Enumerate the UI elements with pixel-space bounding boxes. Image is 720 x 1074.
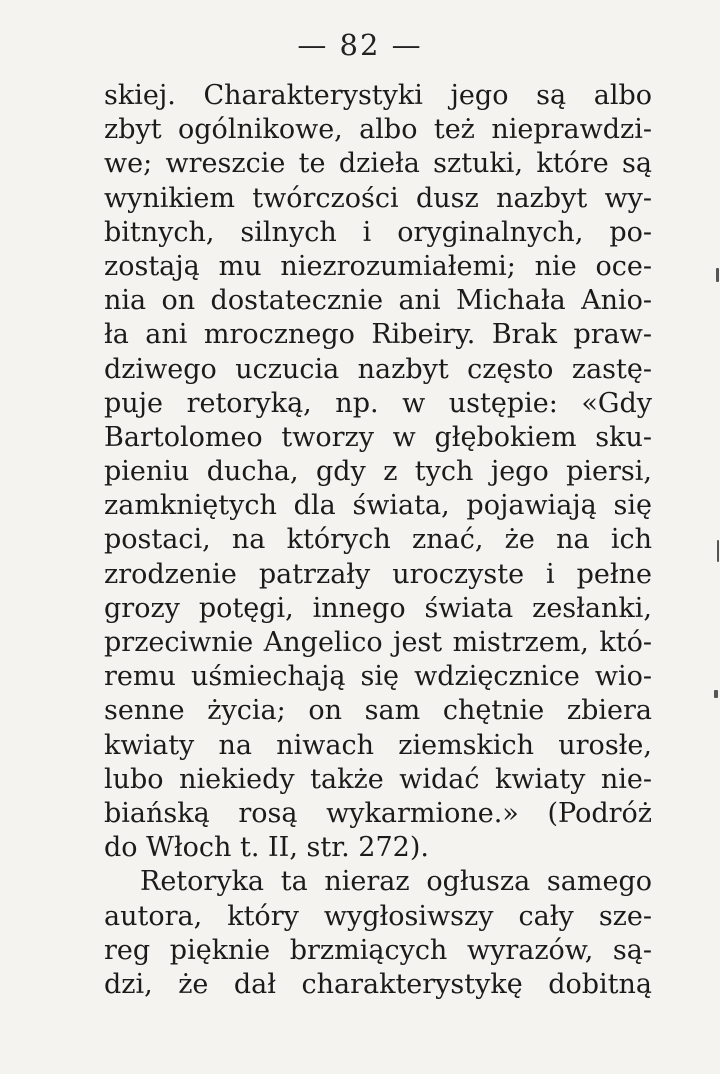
text-line: pieniu ducha, gdy z tych jego piersi, bbox=[104, 456, 652, 488]
text-line: reg pięknie brzmiących wyrazów, są- bbox=[104, 934, 652, 966]
page-number: — 82 — bbox=[297, 28, 423, 62]
text-line: remu uśmiechają się wdzięcznice wio- bbox=[104, 661, 652, 693]
text-line: postaci, na których znać, że na ich bbox=[104, 524, 652, 556]
text-line: skiej. Charakterystyki jego są albo bbox=[104, 80, 652, 111]
text-line: biańską rosą wykarmione.» (Podróż bbox=[104, 797, 652, 829]
text-line: ła ani mrocznego Ribeiry. Brak praw- bbox=[104, 319, 652, 351]
text-line: do Włoch t. II, str. 272). bbox=[104, 832, 429, 864]
text-line: Bartolomeo tworzy w głębokiem sku- bbox=[104, 421, 652, 453]
text-line: zrodzenie patrzały uroczyste i pełne bbox=[104, 558, 652, 590]
text-line: autora, który wygłosiwszy cały sze- bbox=[104, 900, 652, 932]
text-line: nia on dostatecznie ani Michała Anio- bbox=[104, 285, 652, 317]
text-line: zostają mu niezrozumiałemi; nie oce- bbox=[104, 250, 652, 282]
scan-speck bbox=[714, 690, 718, 698]
scan-speck bbox=[717, 540, 719, 562]
text-line: grozy potęgi, innego świata zesłanki, bbox=[104, 592, 652, 624]
text-line: kwiaty na niwach ziemskich urosłe, bbox=[104, 729, 652, 761]
text-line: Retoryka ta nieraz ogłusza samego bbox=[140, 866, 652, 898]
scan-speck bbox=[716, 268, 719, 282]
text-line: senne życia; on sam chętnie zbiera bbox=[104, 695, 652, 727]
text-line: zamkniętych dla świata, pojawiają się bbox=[104, 490, 652, 522]
text-line: dzi, że dał charakterystykę dobitną bbox=[104, 968, 652, 1000]
text-line: wynikiem twórczości dusz nazbyt wy- bbox=[104, 182, 652, 214]
text-line: zbyt ogólnikowe, albo też nieprawdzi- bbox=[104, 114, 652, 146]
body-text bbox=[104, 79, 652, 1002]
text-line: lubo niekiedy także widać kwiaty nie- bbox=[104, 763, 652, 795]
text-line: dziwego uczucia nazbyt często zastę- bbox=[104, 353, 652, 385]
text-line: bitnych, silnych i oryginalnych, po- bbox=[104, 216, 652, 248]
text-line: we; wreszcie te dzieła sztuki, które są bbox=[104, 148, 652, 180]
text-line: puje retoryką, np. w ustępie: «Gdy bbox=[104, 387, 652, 419]
text-line: przeciwnie Angelico jest mistrzem, któ- bbox=[104, 627, 652, 658]
